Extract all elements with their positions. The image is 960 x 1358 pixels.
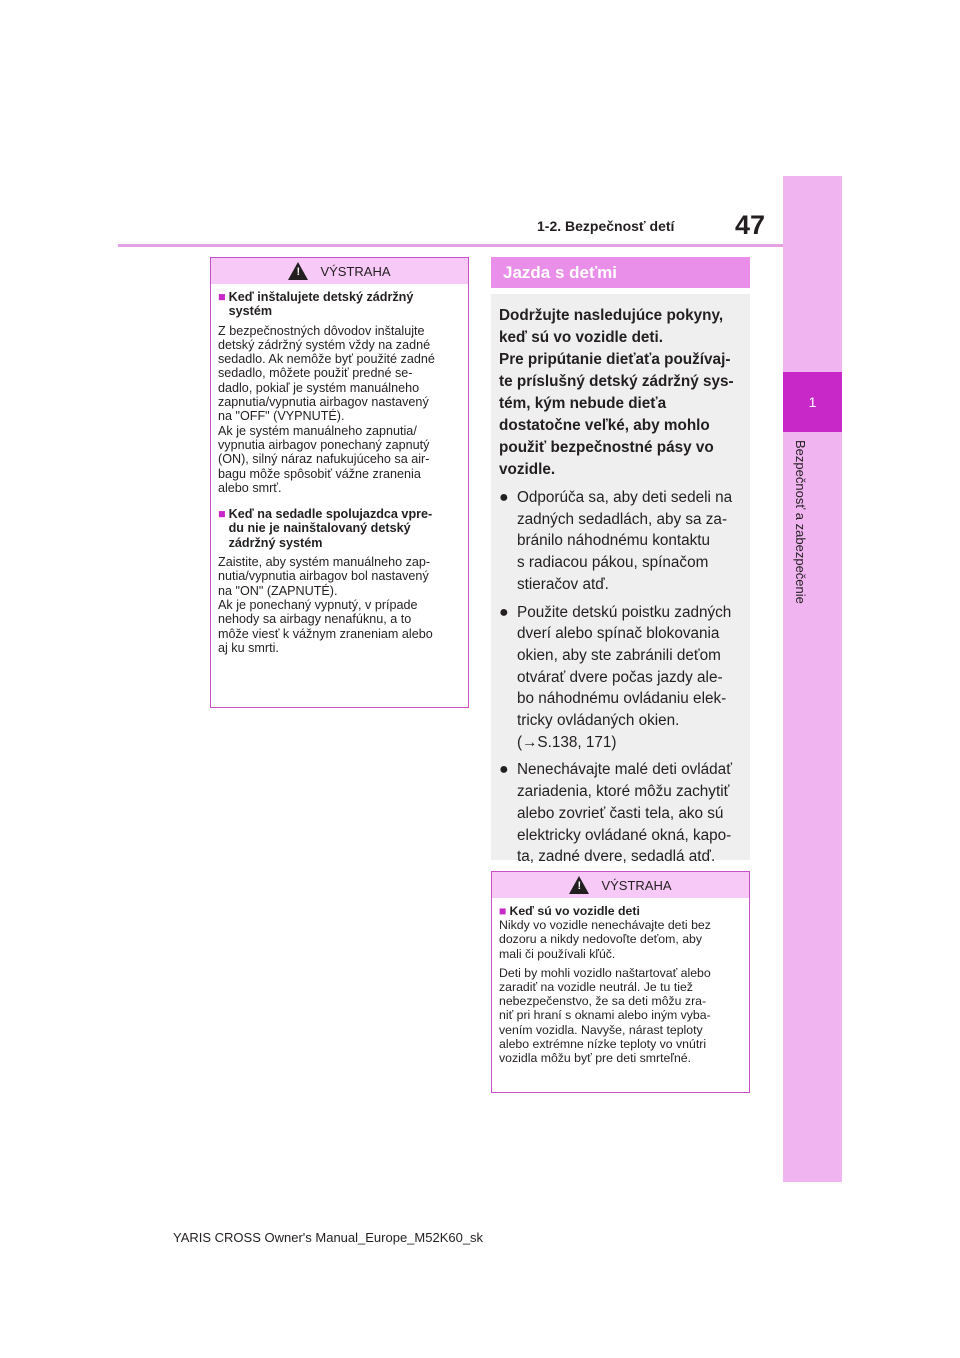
list-item: ● Nenechávajte malé deti ovládať zariadenia, ktoré môžu zachytiť alebo zovrieť časti tela, ako sú elektricky ovládané okná, kapo- ta, zadné dvere, sedadlá atď.: [499, 759, 744, 868]
warning-title: VÝSTRAHA: [320, 263, 391, 279]
warning-subheading: ■ Keď na sedadle spolujazdca vpre- du nie je nainštalovaný detský zádržný systém: [218, 507, 433, 550]
info-box: [491, 294, 750, 866]
list-item: ● Použite detskú poistku zadných dverí alebo spínač blokovania okien, aby ste zabránili deťom otvárať dvere počas jazdy ale- bo náhodnému ovládaniu elek- tricky ovládaných okien. (→S.138, 171): [499, 602, 744, 754]
header-rule: [118, 244, 783, 247]
warning-text: Deti by mohli vozidlo naštartovať alebo zaradiť na vozidle neutrál. Je tu tiež nebezpečenstvo, že sa deti môžu zra- niť pri hraní s oknami alebo iným vyba- vením vozidla. Navyše, nárast teploty alebo extrémne nízke teploty vo vnútri vozidla môžu byť pre deti smrteľné.: [499, 965, 711, 1066]
bullet-icon: ●: [499, 489, 509, 506]
warning-triangle-icon: !: [288, 262, 308, 280]
side-tab-label: Bezpečnosť a zabezpečenie: [793, 440, 808, 604]
warning-text: Zaistite, aby systém manuálneho zap- nutia/vypnutia airbagov bol nastavený na "ON" (ZAPNUTÉ). Ak je ponechaný vypnutý, v prípade nehody sa airbagy nenafúknu, a to môže viesť k vážnym zraneniam alebo aj ku smrti.: [218, 555, 433, 655]
list-item: ● Odporúča sa, aby deti sedeli na zadných sedadlách, aby sa za- bránilo náhodnému kontaktu s radiacou pákou, spínačom stieračov atď.: [499, 487, 744, 596]
right-warning-box: [491, 871, 750, 1093]
warning-text: Z bezpečnostných dôvodov inštalujte detský zádržný systém vždy na zadné sedadlo. Ak nemôže byť použité zadné sedadlo, môžete použiť predné se- dadlo, pokiaľ je systém manuálneho zapnutia/vypnutia airbagov nastavený na "OFF" (VYPNUTÉ). Ak je systém manuálneho zapnutia/ vypnutia airbagov ponechaný zapnutý (ON), silný náraz nafukujúceho sa air- bagu môže spôsobiť vážne zranenia alebo smrť.: [218, 323, 435, 495]
left-warning-box: [210, 257, 469, 708]
section-title: 1-2. Bezpečnosť detí: [537, 218, 675, 234]
warning-subheading: ■ Keď inštalujete detský zádržný systém: [218, 290, 414, 319]
warning-triangle-icon: !: [569, 876, 589, 894]
side-tab: [783, 176, 842, 1182]
warning-subheading: ■ Keď sú vo vozidle deti: [499, 904, 640, 918]
bullet-icon: ●: [499, 761, 509, 779]
warning-header: [211, 258, 468, 284]
warning-header: [492, 872, 749, 898]
intro-text: Dodržujte nasledujúce pokyny, keď sú vo vozidle deti. Pre pripútanie dieťaťa používaj- te príslušný detský zádržný sys- tém, kým nebude dieťa dostatočne veľké, aby mohlo použiť bezpečnostné pásy vo vozidle.: [499, 307, 734, 478]
footer-text: YARIS CROSS Owner's Manual_Europe_M52K60_sk: [173, 1230, 484, 1245]
warning-body: [211, 284, 468, 668]
warning-body: [492, 898, 749, 1078]
section-banner: Jazda s deťmi: [491, 257, 750, 288]
bullet-icon: ●: [499, 603, 509, 621]
side-tab-number: 1: [783, 372, 842, 432]
warning-title: VÝSTRAHA: [601, 877, 672, 893]
warning-text: Nikdy vo vozidle nenechávajte deti bez dozoru a nikdy nedovoľte deťom, aby mali či používali kľúč.: [499, 918, 711, 961]
page-number: 47: [735, 210, 766, 240]
